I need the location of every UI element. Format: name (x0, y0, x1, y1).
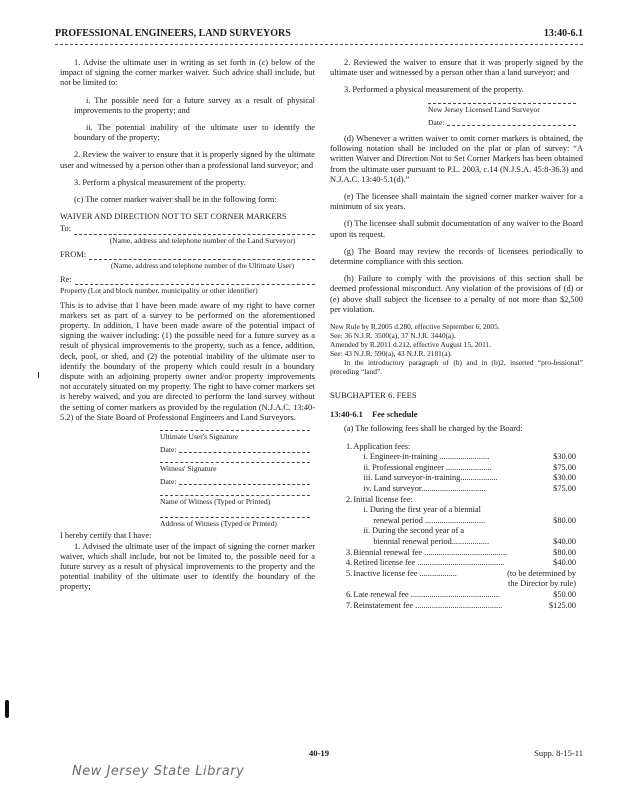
history-line: Amended by R.2011 d.212, effective August 15, 2011. (330, 340, 492, 350)
para-3: 3. Perform a physical measurement of the property. (74, 177, 246, 187)
date-blank (179, 445, 310, 453)
fee-amount (507, 505, 576, 516)
fee-number: 2. (346, 494, 353, 504)
running-header (55, 28, 583, 46)
fee-row (346, 537, 576, 548)
para-e: (e) The licensee shall maintain the signed corner marker waiver for a minimum of six years. (330, 192, 583, 212)
fee-number: 3. (346, 547, 353, 557)
performed-paragraph: 3. Performed a physical measurement of the property. (344, 85, 524, 95)
para-1-i: i. The possible need for a future survey as a result of physical improvements to the property; and (74, 95, 315, 115)
ultimate-user-signature-label: Ultimate User's Signature (160, 432, 239, 442)
reviewed-paragraph: 2. Reviewed the waiver to ensure that it was properly signed by the ultimate user and witnessed by a person other than a land surveyor; and (330, 58, 583, 78)
fee-amount: $40.00 (553, 537, 576, 547)
witness-address-block (160, 517, 310, 529)
fee-amount: the Director by rule) (508, 579, 576, 589)
re-caption: Property (Lot and block number, municipality or other identifier) (60, 286, 258, 296)
fee-amount: $75.00 (553, 484, 576, 494)
fee-amount (507, 526, 576, 537)
date-line (428, 118, 576, 128)
certify-1: 1. Advised the ultimate user of the impact of signing the corner marker waiver, which shall include, but not be limited to, the possible need for a future survey as a result of physical improvements to the property and the potential inability of the ultimate user to identify the boundary of the property; (60, 541, 315, 592)
library-stamp: New Jersey State Library (72, 764, 245, 779)
surveyor-signature-label: New Jersey Licensed Land Surveyor (428, 104, 540, 114)
para-1: 1. Advise the ultimate user in writing as set forth in (c) below of the impact of signing the corner marker waiver. Such advice shall include, but not be limited to: (60, 58, 315, 88)
to-blank (74, 226, 315, 235)
date-blank (179, 477, 310, 485)
history-note (330, 322, 583, 376)
fee-label: iv. Land surveyor............................... (363, 484, 486, 494)
to-line (60, 224, 315, 234)
fee-label: Inactive license fee .................. (353, 568, 457, 578)
left-column (60, 58, 315, 600)
fee-row (346, 452, 576, 463)
date-label: Date: (428, 117, 445, 127)
fee-label: Late renewal fee ........................................... (353, 589, 500, 599)
ultimate-user-signature-block (160, 430, 310, 455)
from-label: FROM: (60, 249, 87, 259)
fee-number: 5. (346, 568, 353, 578)
signature-line (428, 103, 576, 104)
to-caption: (Name, address and telephone number of the Land Surveyor) (109, 235, 296, 245)
para-2: 2. Review the waiver to ensure that it is properly signed by the ultimate user and witnessed by a person other than a professional land surveyor; and (60, 150, 315, 170)
fee-label (353, 579, 507, 590)
header-section: 13:40-6.1 (543, 28, 583, 39)
date-blank (447, 118, 576, 126)
fee-amount: $125.00 (549, 600, 576, 610)
witness-name-block (160, 495, 310, 507)
date-label: Date: (160, 476, 177, 486)
section-number: 13:40-6.1 (330, 410, 363, 420)
fee-number: 6. (346, 589, 353, 599)
re-blank (75, 276, 315, 285)
fee-label: Initial license fee: (353, 494, 413, 504)
supplement-date: Supp. 8-15-11 (534, 748, 583, 758)
fee-row (346, 526, 576, 537)
witness-signature-label: Witness' Signature (160, 463, 217, 473)
fee-amount: $75.00 (553, 462, 576, 472)
signature-line (160, 462, 310, 463)
witness-signature-block (160, 462, 310, 487)
fee-row (346, 442, 576, 453)
fee-amount (507, 495, 576, 506)
fee-row (346, 495, 576, 506)
from-blank (89, 251, 315, 260)
fee-number: 1. (346, 441, 353, 451)
fee-label: ii. During the second year of a (363, 526, 465, 536)
to-label: To: (60, 224, 72, 234)
fee-row (346, 463, 576, 474)
margin-tick (38, 372, 39, 378)
history-line: See: 36 N.J.R. 3500(a), 37 N.J.R. 3440(a). (330, 331, 456, 341)
witness-address-label: Address of Witness (Typed or Printed) (160, 519, 277, 529)
fee-label: i. During the first year of a biennial (363, 505, 481, 515)
fee-amount: (to be determined by (507, 568, 576, 578)
signature-line (160, 430, 310, 431)
witness-name-label: Name of Witness (Typed or Printed) (160, 496, 271, 506)
fee-label: biennial renewal period.................. (373, 537, 490, 547)
fee-label: Reinstatement fee .......................................... (353, 600, 503, 610)
fee-row (346, 484, 576, 495)
history-line: See: 43 N.J.R. 590(a), 43 N.J.R. 2181(a). (330, 349, 452, 359)
fee-number (346, 537, 353, 548)
from-line (60, 250, 315, 260)
para-c: (c) The corner marker waiver shall be in the following form: (74, 195, 277, 205)
fee-number (346, 463, 353, 474)
fee-number (346, 473, 353, 484)
right-column (330, 58, 583, 611)
fee-row (346, 505, 576, 516)
para-h: (h) Failure to comply with the provisions of this section shall be deemed professional misconduct. Any violation of the provisions of (d) or (e) above shall subject the licensee to a penalty of not more than $2,500 per violation. (330, 274, 583, 314)
fee-amount: $50.00 (553, 589, 576, 599)
signature-line (160, 495, 310, 496)
margin-mark (5, 700, 9, 718)
fee-amount: $80.00 (553, 547, 576, 557)
header-rule (55, 44, 583, 45)
advise-paragraph: This is to advise that I have been made aware of my right to have corner markers set as part of a survey to be performed on the aforementioned property. In addition, I have been made aware of the potential impact of signing the waiver including: (1) the possible need for a future survey as a result of physical improvements to the property, such as a fence, addition, deck, pool, or shed, and (2) the potential inability of the ultimate user to identify the boundary of the property which could result in a boundary dispute with an adjoining property owner and/or property improvements not accurately situated on my property. The right to have corner markers set is hereby waived, and you are directed to perform the land survey without the setting of corner markers as provided by the regulation (N.J.A.C. 13:40-5.2) of the State Board of Professional Engineers and Land Surveyors. (60, 300, 315, 422)
fee-intro: (a) The following fees shall be charged by the Board: (344, 424, 523, 434)
fee-amount: $30.00 (553, 473, 576, 483)
fee-number (346, 526, 353, 537)
para-g: (g) The Board may review the records of licensees periodically to determine compliance with this section. (330, 246, 583, 267)
certify-line: I hereby certify that I have: (60, 531, 152, 541)
fee-label: Biennial renewal fee ........................................ (353, 547, 508, 557)
fee-number: 7. (346, 600, 353, 610)
fee-amount: $80.00 (553, 515, 576, 525)
date-label: Date: (160, 445, 177, 455)
fee-row (346, 473, 576, 484)
subchapter-heading: SUBCHAPTER 6. FEES (330, 390, 417, 401)
history-line: New Rule by R.2005 d.280, effective September 6, 2005. (330, 322, 500, 332)
waiver-title: WAIVER AND DIRECTION NOT TO SET CORNER MARKERS (60, 212, 287, 222)
fee-label: Application fees: (353, 441, 411, 451)
fee-row (346, 548, 576, 559)
para-d: (d) Whenever a written waiver to omit corner markers is obtained, the following notation shall be included on the plat or plan of survey: “A written Waiver and Direction Not to Set Corner Markers has been obtained from the ultimate user pursuant to P.L. 2003, c.14 (N.J.S.A. 45:8-36.3) and N.J.A.C. 13:40-5.1(d).” (330, 134, 583, 184)
fee-label: i. Engineer-in-training ........................ (363, 452, 490, 462)
fee-number (346, 505, 353, 516)
fee-label: iii. Land surveyor-in-training.................. (363, 473, 498, 483)
date-line (160, 445, 310, 455)
fee-row (346, 579, 576, 590)
fee-row (346, 558, 576, 569)
signature-line (160, 517, 310, 518)
history-line: In the introductory paragraph of (b) and in (b)2, inserted “pro-fessional” preceding “land”. (330, 358, 583, 377)
fee-number (346, 452, 353, 463)
fee-number (346, 516, 353, 527)
para-f: (f) The licensee shall submit documentation of any waiver to the Board upon its request. (330, 219, 583, 239)
fee-label: Retired license fee .......................................... (353, 558, 505, 568)
fee-row (346, 569, 576, 580)
section-title: Fee schedule (372, 410, 418, 420)
re-label: Re: (60, 275, 72, 285)
fee-label: ii. Professional engineer ...................... (363, 462, 492, 472)
from-caption: (Name, address and telephone number of the Ultimate User) (110, 261, 295, 271)
fee-number (346, 579, 353, 590)
fee-number: 4. (346, 558, 353, 568)
page-number: 40-19 (308, 748, 330, 758)
fee-table (346, 442, 576, 612)
fee-row (346, 601, 576, 612)
fee-amount (507, 442, 576, 453)
fee-label: renewal period ............................. (373, 515, 486, 525)
fee-number (346, 484, 353, 495)
surveyor-signature-block (428, 103, 576, 128)
re-line (60, 275, 315, 285)
fee-amount: $40.00 (553, 558, 576, 568)
fee-row (346, 590, 576, 601)
header-title: PROFESSIONAL ENGINEERS, LAND SURVEYORS (55, 28, 291, 39)
para-1-ii: ii. The potential inability of the ultimate user to identify the boundary of the property; (74, 123, 315, 143)
fee-row (346, 516, 576, 527)
fee-amount: $30.00 (553, 452, 576, 462)
date-line (160, 477, 310, 487)
section-heading (330, 410, 583, 420)
